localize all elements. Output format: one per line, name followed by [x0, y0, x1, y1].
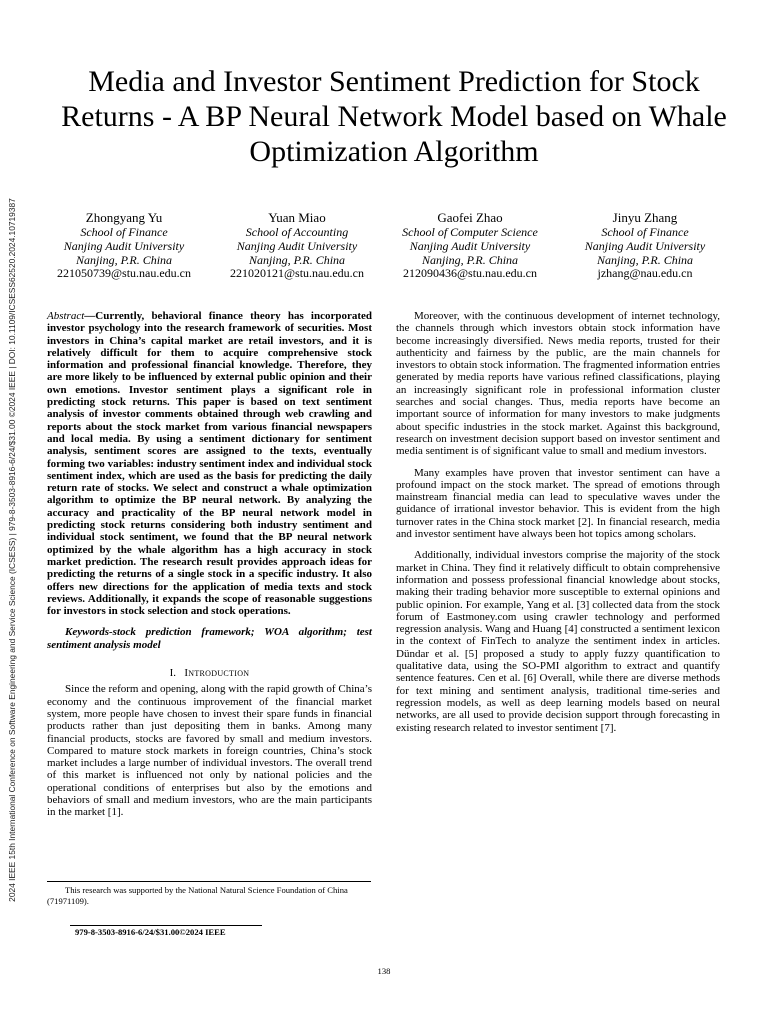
footnote: This research was supported by the National Natural Science Foundation of China (71971109).	[47, 885, 348, 906]
author-name: Jinyu Zhang	[612, 210, 678, 225]
author-city: Nanjing, P.R. China	[248, 252, 346, 267]
author-name: Gaofei Zhao	[437, 210, 503, 225]
intro-paragraph-1: Since the reform and opening, along with the rapid growth of China’s economy and the continuous improvement of the financial market system, more people have chosen to invest their spare funds in financial products rather than just depositing them in banks. Among many financial products, stocks are favored by small and medium investors. Compared to mature stock markets in foreign countries, China’s stock market includes a large number of individual investors. The overall trend of this market is influenced not only by national policies and the operational conditions of enterprises but also by the emotions and behaviors of small and medium investors, who are the main participants in the market [1].	[47, 683, 372, 819]
isbn-line: 979-8-3503-8916-6/24/$31.00©2024 IEEE	[75, 927, 226, 937]
author-univ: Nanjing Audit University	[63, 238, 185, 253]
page-number: 138	[377, 966, 391, 976]
author-email: 212090436@stu.nau.edu.cn	[402, 266, 538, 281]
right-paragraph-1: Moreover, with the continuous development of internet technology, the channels through which investors obtain stock information have become increasingly diversified. News media reports, trusted for their authenticity and fairness by the public, are the main channels for investors to obtain stock information. The fragmented information entries generated by media reports have various refined classifications, playing an increasingly significant role in professional information cluster searches and social changes. Thus, media reports have become an important source of information for many investors to make judgments about specific industries in the stock market. Against this background, research on investment decision support based on investor sentiment and media sentiment is of significant value to small and medium investors.	[396, 310, 720, 458]
right-paragraph-3: Additionally, individual investors comprise the majority of the stock market in China. They find it relatively difficult to obtain comprehensive information and possess professional financial knowledge about stocks, making their trading behavior more susceptible to external opinions and public opinion. For example, Yang et al. [3] collected data from the stock forum of Eastmoney.com using crawler technology and performed regression analysis. Wang and Huang [4] constructed a sentiment lexicon in the context of FinTech to analyze the sentiment index in articles. Dündar et al. [5] proposed a study to apply fuzzy quantification to qualitative data, using the SO-PMI algorithm to extract and quantify sentence features. Cen et al. [6] Overall, while there are diverse methods for text mining and sentiment analysis, traditional time-series and regression models, as well as deep learning models based on neural networks, are all used to provide decision support through forecasting in existing research related to investor sentiment [7].	[396, 549, 720, 734]
author-dept: School of Computer Science	[402, 225, 538, 239]
keywords: Keywords-stock prediction framework; WOA algorithm; test sentiment analysis model	[47, 626, 372, 651]
author-block	[0, 210, 768, 290]
author-3	[380, 210, 560, 281]
author-univ: Nanjing Audit University	[236, 238, 358, 253]
author-1	[34, 210, 214, 281]
abstract-text: —Currently, behavioral finance theory has incorporated investor psychology into the research framework of securities. Most investors in China’s capital market are retail investors, and it is relatively difficult for them to acquire comprehensive stock information and professional financial knowledge. Therefore, they are more likely to be influenced by external public opinion and their own emotions. Investor sentiment plays a significant role in predicting stock returns. This paper is based on text sentiment analysis of investor comments obtained through web crawling and reports about the stock market from various financial newspapers and local media. By using a sentiment dictionary for sentiment analysis, sentiment scores are assigned to the texts, eventually forming two variables: industry sentiment index and individual stock sentiment index, which are used as the basis for predicting the daily return rate of stocks. We select and construct a whale optimization algorithm to optimize the BP neural network. By analyzing the accuracy and practicality of the BP neural network model in predicting stock returns considering both industry sentiment and individual stock sentiment, we found that the BP neural network optimized by the whale algorithm has a high accuracy in stock market prediction. The research result provides approach ideas for predicting the returns of a single stock in a specific industry. It also offers new directions for the application of media texts and stock reviews. Additionally, it expands the scope of reasonable suggestions for investors in stock selection and stock operations.	[47, 310, 372, 618]
author-name: Zhongyang Yu	[85, 210, 163, 225]
section-heading	[47, 667, 372, 679]
section-number: I.	[169, 667, 177, 680]
author-dept: School of Finance	[80, 225, 168, 239]
author-email: 221020121@stu.nau.edu.cn	[229, 266, 365, 281]
isbn-rule	[70, 925, 262, 926]
author-univ: Nanjing Audit University	[584, 238, 706, 253]
author-dept: School of Accounting	[245, 225, 349, 239]
author-email: 221050739@stu.nau.edu.cn	[56, 266, 192, 281]
footnote-rule	[47, 881, 371, 882]
paper-title: Media and Investor Sentiment Prediction for Stock Returns - A BP Neural Network Model based on Whale Optimization Algorithm	[61, 65, 727, 168]
sidebar-text: 2024 IEEE 15th International Conference on Software Engineering and Service Science (ICSESS) | 979-8-3503-8916-6/24/$31.00 ©2024 IEEE | DOI: 10.1109/ICSESS62520.2024.10719387	[7, 198, 17, 902]
abstract-label: Abstract	[47, 310, 85, 322]
author-name: Yuan Miao	[268, 210, 326, 225]
right-column	[396, 310, 720, 743]
author-dept: School of Finance	[601, 225, 689, 239]
author-univ: Nanjing Audit University	[409, 238, 531, 253]
author-4	[555, 210, 735, 281]
section-title: Introduction	[184, 667, 250, 680]
left-column	[47, 310, 372, 828]
abstract	[47, 310, 372, 617]
author-city: Nanjing, P.R. China	[596, 252, 694, 267]
author-2	[207, 210, 387, 281]
author-email: jzhang@nau.edu.cn	[597, 266, 693, 281]
author-city: Nanjing, P.R. China	[421, 252, 519, 267]
author-city: Nanjing, P.R. China	[75, 252, 173, 267]
right-paragraph-2: Many examples have proven that investor sentiment can have a profound impact on the stock market. The spread of emotions through mainstream financial media can lead to speculative waves under the guidance of irrational investor behavior. This is evident from the high turnover rates in the China stock market [2]. In financial research, media and investor sentiment have always been hot topics among scholars.	[396, 466, 720, 541]
